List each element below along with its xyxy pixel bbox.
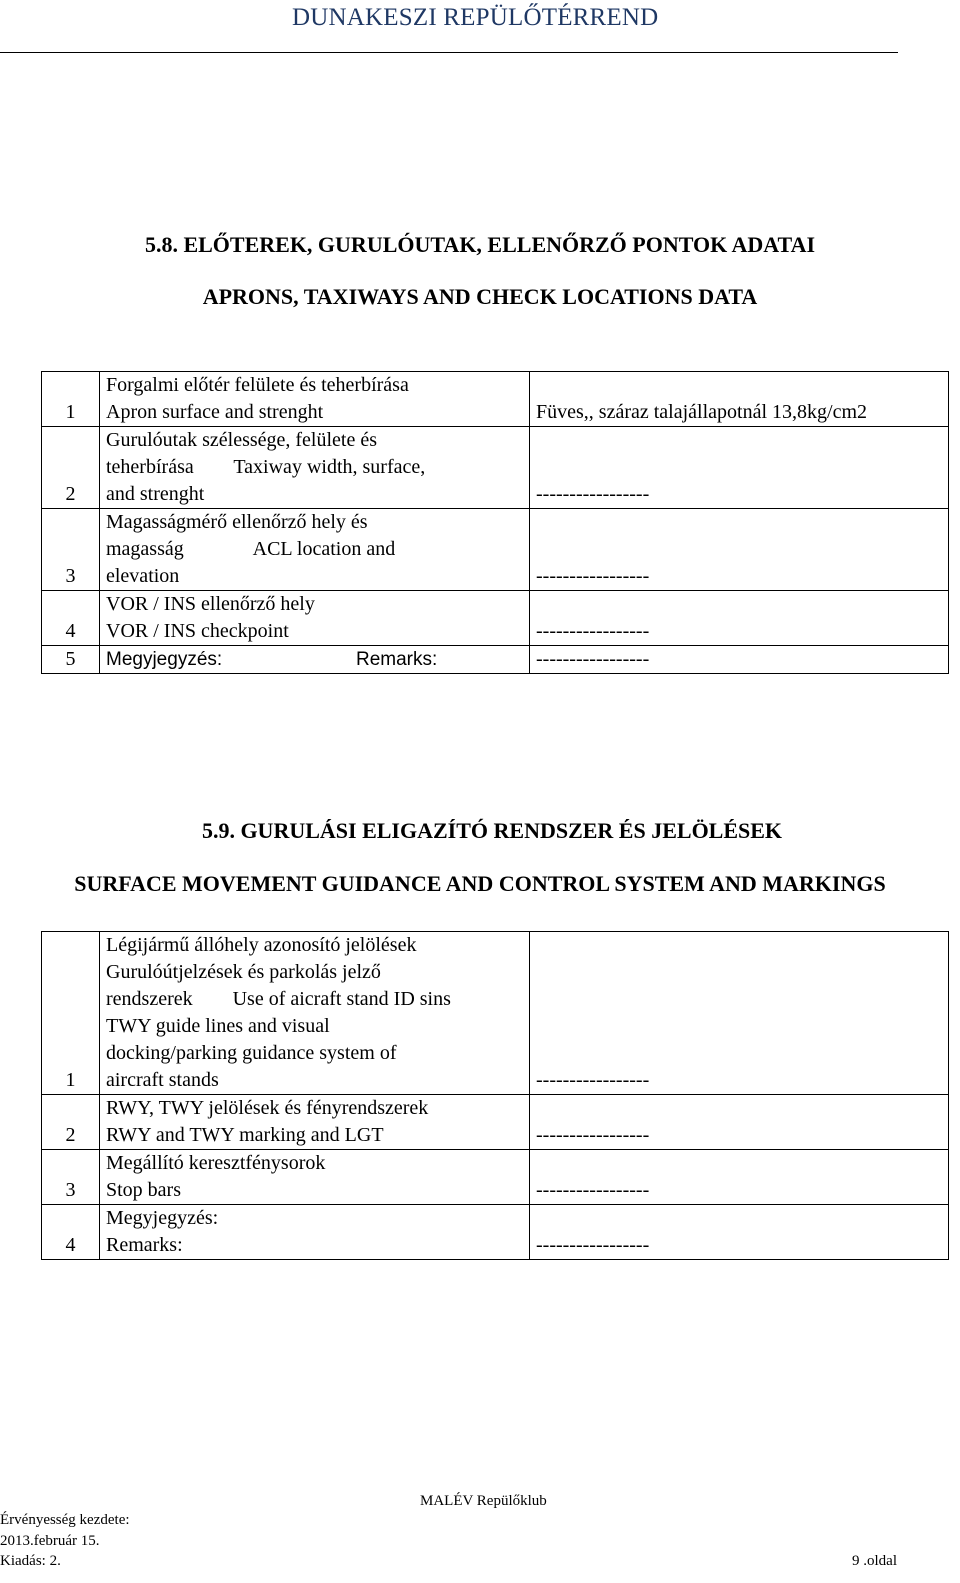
- row-value: -----------------: [530, 1205, 949, 1260]
- table-row: [42, 1150, 949, 1205]
- row-description: [100, 372, 530, 427]
- footer-edition: Kiadás: 2.: [0, 1553, 61, 1569]
- row-number: 5: [42, 646, 100, 674]
- description-line: docking/parking guidance system of: [106, 1042, 397, 1064]
- row-description: [100, 1150, 530, 1205]
- description-line: Stop bars: [106, 1179, 181, 1201]
- description-line: aircraft stands: [106, 1069, 219, 1091]
- section-58-title-en: APRONS, TAXIWAYS AND CHECK LOCATIONS DATA: [202, 284, 758, 309]
- description-line: Gurulóutak szélessége, felülete és: [106, 429, 378, 451]
- table-row: [42, 1095, 949, 1150]
- description-line: Gurulóútjelzések és parkolás jelző: [106, 961, 381, 983]
- row-value: -----------------: [530, 1095, 949, 1150]
- table-row: [42, 372, 949, 427]
- description-line: Remarks:: [106, 1234, 183, 1256]
- description-line: TWY guide lines and visual: [106, 1015, 330, 1037]
- row-value: -----------------: [530, 1150, 949, 1205]
- footer-validity-date: 2013.február 15.: [0, 1533, 100, 1549]
- description-line: Légijármű állóhely azonosító jelölések: [106, 934, 417, 956]
- row-number: 4: [42, 591, 100, 646]
- description-line: rendszerek Use of aicraft stand ID sins: [106, 988, 451, 1010]
- row-value: -----------------: [530, 646, 949, 674]
- row-description: [100, 509, 530, 591]
- table-row: [42, 646, 949, 674]
- remark-label-en: Remarks:: [356, 649, 438, 670]
- description-line: VOR / INS checkpoint: [106, 620, 289, 642]
- table-row: [42, 932, 949, 1095]
- section-59-title-en: SURFACE MOVEMENT GUIDANCE AND CONTROL SYSTEM AND MARKINGS: [74, 871, 886, 896]
- row-value: Füves,, száraz talajállapotnál 13,8kg/cm2: [530, 372, 949, 427]
- description-line: Megyjegyzés:: [106, 1207, 219, 1229]
- description-line: Apron surface and strenght: [106, 401, 324, 423]
- row-value: -----------------: [530, 591, 949, 646]
- table-row: [42, 427, 949, 509]
- description-line: teherbírása Taxiway width, surface,: [106, 456, 426, 478]
- description-line: Megállító keresztfénysorok: [106, 1152, 326, 1174]
- footer-club-name: MALÉV Repülőklub: [420, 1493, 547, 1509]
- description-line: elevation: [106, 565, 180, 587]
- table-row: [42, 509, 949, 591]
- footer-page-number: 9 .oldal: [852, 1553, 897, 1569]
- description-line: Magasságmérő ellenőrző hely és: [106, 511, 368, 533]
- row-description: [100, 591, 530, 646]
- row-number: 3: [42, 1150, 100, 1205]
- row-value: -----------------: [530, 932, 949, 1095]
- header-rule: [0, 52, 898, 53]
- aprons-taxiways-table: [41, 371, 949, 674]
- document-header-title: DUNAKESZI REPÜLŐTÉRREND: [292, 4, 659, 31]
- section-59-title-hu: 5.9. GURULÁSI ELIGAZÍTÓ RENDSZER ÉS JELÖLÉSEK: [201, 818, 783, 843]
- row-value: -----------------: [530, 509, 949, 591]
- row-number: 2: [42, 1095, 100, 1150]
- row-value: -----------------: [530, 427, 949, 509]
- row-number: 4: [42, 1205, 100, 1260]
- description-line: RWY and TWY marking and LGT: [106, 1124, 384, 1146]
- table-row: [42, 591, 949, 646]
- row-number: 1: [42, 932, 100, 1095]
- description-line: RWY, TWY jelölések és fényrendszerek: [106, 1097, 429, 1119]
- footer-validity-label: Érvényesség kezdete:: [0, 1512, 130, 1528]
- row-number: 1: [42, 372, 100, 427]
- row-description: [100, 646, 530, 674]
- section-58-title-hu: 5.8. ELŐTEREK, GURULÓUTAK, ELLENŐRZŐ PONTOK ADATAI: [144, 232, 816, 257]
- guidance-markings-table: [41, 931, 949, 1260]
- row-description: [100, 1095, 530, 1150]
- row-description: [100, 427, 530, 509]
- row-number: 3: [42, 509, 100, 591]
- table-row: [42, 1205, 949, 1260]
- description-line: magasság ACL location and: [106, 538, 396, 560]
- row-number: 2: [42, 427, 100, 509]
- description-line: VOR / INS ellenőrző hely: [106, 593, 315, 615]
- row-description: [100, 1205, 530, 1260]
- remark-label-hu: Megyjegyzés:: [106, 649, 223, 670]
- description-line: and strenght: [106, 483, 205, 505]
- row-description: [100, 932, 530, 1095]
- description-line: Forgalmi előtér felülete és teherbírása: [106, 374, 409, 396]
